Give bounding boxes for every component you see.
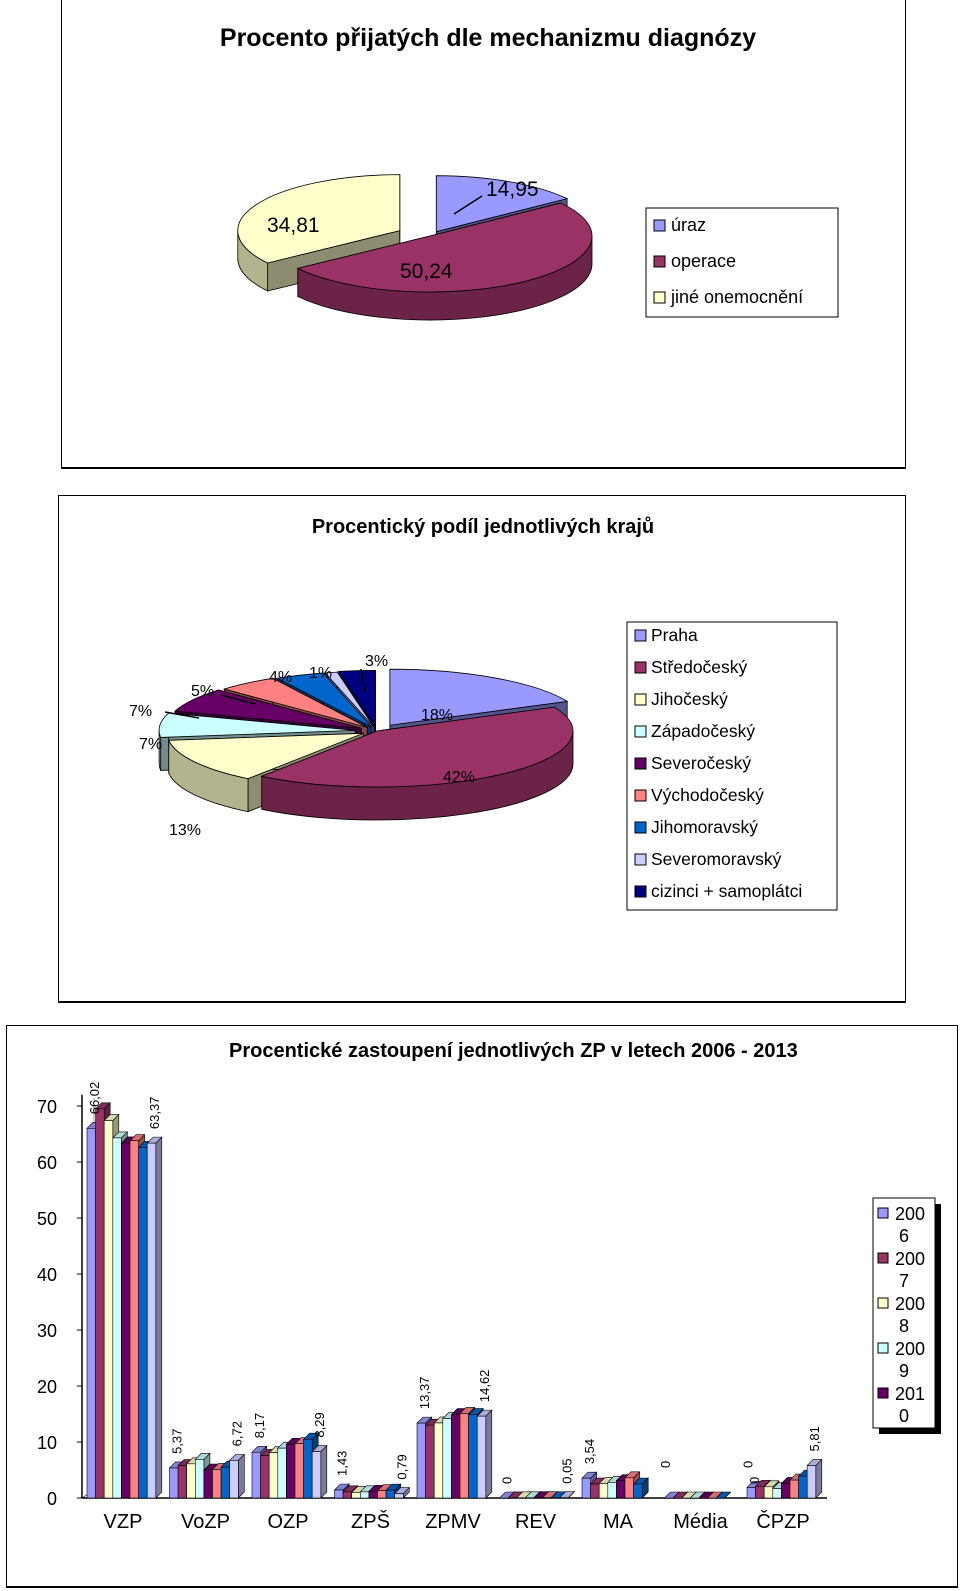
data-label-last: 6,72 [229, 1421, 245, 1447]
bar-front [426, 1425, 435, 1498]
bar-front [343, 1492, 352, 1498]
bar-front [352, 1492, 361, 1498]
bar-front [395, 1494, 404, 1498]
data-label: 7% [139, 736, 163, 753]
bar-side [238, 1454, 244, 1498]
legend-line: 200 [895, 1249, 926, 1269]
legend-swatch [878, 1298, 888, 1308]
legend-line: 200 [895, 1294, 926, 1314]
bar-front [96, 1109, 105, 1498]
legend-line: 8 [899, 1316, 910, 1336]
legend-line: 200 [895, 1204, 926, 1224]
data-label-last: 63,37 [147, 1096, 162, 1130]
legend-item: jiné onemocnění [671, 287, 804, 307]
bar-front [608, 1482, 617, 1498]
data-label-last: 0 [658, 1460, 673, 1468]
y-tick-label: 30 [36, 1321, 57, 1341]
data-label: 13% [169, 822, 202, 839]
legend-item: cizinci + samoplátci [651, 881, 803, 901]
data-label-first: 0 [747, 1476, 762, 1484]
legend-swatch [654, 256, 665, 267]
data-label: 7% [129, 703, 153, 720]
y-tick-label: 10 [36, 1433, 57, 1453]
data-label-first: 3,54 [582, 1438, 597, 1465]
chart-panel-insurance [6, 1025, 958, 1588]
legend-line: 7 [899, 1271, 910, 1291]
bar-front [139, 1147, 148, 1498]
data-label-last: 0,05 [559, 1458, 575, 1484]
bar-front [295, 1444, 304, 1498]
legend-swatch [635, 822, 646, 833]
legend-swatch [635, 630, 646, 641]
data-label-last: 0 [740, 1460, 756, 1468]
bar-VZP-2013 [147, 1137, 162, 1498]
bar-front [187, 1464, 196, 1498]
data-label-jine: 34,81 [267, 214, 320, 237]
x-category-label: ZPMV [425, 1511, 481, 1533]
bar-front [451, 1415, 460, 1498]
legend-item: Praha [651, 625, 698, 645]
bar-front [634, 1484, 643, 1498]
legend-swatch [654, 220, 665, 231]
bar-VoZP-2013 [230, 1454, 245, 1498]
chart-title: Procentické zastoupení jednotlivých ZP v letech 2006 - 2013 [229, 1040, 798, 1062]
data-label-last: 14,62 [477, 1369, 492, 1403]
legend-swatch [635, 886, 646, 897]
bar-side [156, 1137, 162, 1498]
y-tick-label: 0 [46, 1489, 57, 1509]
bar-front [369, 1491, 378, 1498]
bar-front [195, 1459, 204, 1498]
bar-front [799, 1476, 808, 1498]
y-tick-label: 70 [36, 1097, 57, 1117]
data-label-first: 13,37 [417, 1376, 432, 1410]
bar-front [360, 1492, 369, 1498]
bar-front [312, 1452, 321, 1498]
data-label-first: 66,02 [87, 1081, 102, 1115]
data-label: 1% [309, 665, 333, 682]
data-label-first: 0 [499, 1476, 515, 1484]
data-label-first: 8,17 [252, 1412, 267, 1439]
data-label-first: 5,37 [169, 1428, 185, 1454]
bar-front [764, 1487, 773, 1498]
legend-swatch [635, 790, 646, 801]
x-category-label: ČPZP [756, 1511, 810, 1533]
pie-chart-regions [59, 496, 905, 1001]
data-label-uraz: 14,95 [486, 178, 539, 201]
chart-panel-diagnosis [61, 0, 906, 469]
bar-chart-insurance [7, 1026, 957, 1586]
data-label-first: 1,43 [334, 1450, 350, 1476]
legend-line: 6 [899, 1226, 910, 1246]
x-category-label: ZPŠ [351, 1511, 390, 1533]
data-label: 18% [421, 707, 454, 724]
bar-front [252, 1452, 261, 1498]
bar-front [378, 1491, 387, 1498]
bar-front [278, 1448, 287, 1498]
bar-side [321, 1446, 327, 1498]
y-tick-label: 50 [36, 1209, 57, 1229]
legend-swatch [635, 662, 646, 673]
legend-item: operace [671, 251, 737, 271]
bar-front [781, 1483, 790, 1498]
bar-front [469, 1415, 478, 1498]
bar-front [304, 1439, 313, 1498]
bar-front [417, 1423, 426, 1498]
data-label: 5% [191, 683, 215, 700]
legend-item: Východočeský [651, 785, 764, 805]
bar-front [756, 1486, 765, 1498]
legend-line: 201 [895, 1384, 926, 1404]
bar-front [386, 1490, 395, 1498]
pie-chart-diagnosis [62, 0, 905, 467]
y-tick-label: 40 [36, 1265, 57, 1285]
x-category-label: REV [514, 1511, 557, 1533]
y-tick-label: 20 [36, 1377, 57, 1397]
bar-front [790, 1480, 799, 1498]
x-category-label: VZP [103, 1511, 143, 1533]
bar-front [204, 1470, 213, 1498]
data-label-last: 0,79 [394, 1454, 410, 1480]
bar-side [816, 1459, 822, 1498]
legend-line: 9 [899, 1361, 910, 1381]
data-label-last: 8,29 [312, 1412, 327, 1438]
bar-front [261, 1455, 270, 1498]
legend-item: Středočeský [651, 657, 748, 677]
bar-front [616, 1481, 625, 1498]
legend-swatch [878, 1343, 888, 1353]
legend-item: Západočeský [651, 721, 756, 741]
legend-swatch [878, 1388, 888, 1398]
bar-front [170, 1468, 179, 1498]
data-label: 3% [365, 653, 389, 670]
data-label: 4% [269, 669, 293, 686]
legend-swatch [878, 1253, 888, 1263]
bar-front [221, 1467, 230, 1498]
legend-item: Jihomoravský [651, 817, 758, 837]
bar-front [807, 1465, 816, 1498]
legend-swatch [635, 694, 646, 705]
legend-item: Severomoravský [651, 849, 782, 869]
bar-front [599, 1483, 608, 1498]
y-tick-label: 60 [36, 1153, 57, 1173]
bar-front [434, 1423, 443, 1498]
bar-front [87, 1128, 96, 1498]
bar-front [591, 1484, 600, 1498]
bar-front [335, 1490, 344, 1498]
bar-ZPMV-2013 [477, 1410, 492, 1498]
bar-front [460, 1413, 469, 1498]
bar-front [443, 1418, 452, 1498]
chart-title: Procento přijatých dle mechanizmu diagnózy [219, 24, 757, 52]
bar-front [582, 1478, 591, 1498]
bar-ČPZP-2013 [807, 1459, 822, 1498]
legend-swatch [878, 1208, 888, 1218]
data-label-operace: 50,24 [400, 260, 453, 283]
bar-OZP-2013 [312, 1446, 327, 1498]
legend-swatch [635, 726, 646, 737]
bar-front [747, 1487, 756, 1498]
data-label-last: 5,81 [807, 1426, 822, 1452]
chart-panel-regions [58, 495, 906, 1003]
legend-item: Severočeský [651, 753, 752, 773]
x-category-label: OZP [267, 1511, 309, 1533]
bar-front [625, 1478, 634, 1498]
legend-item: úraz [671, 215, 707, 235]
x-category-label: Média [673, 1511, 728, 1533]
legend-swatch [654, 292, 665, 303]
chart-title: Procentický podíl jednotlivých krajů [311, 516, 655, 538]
legend-item: Jihočeský [651, 689, 728, 709]
bar-front [121, 1143, 130, 1498]
bar-front [130, 1141, 139, 1498]
x-category-label: VoZP [181, 1511, 230, 1533]
bar-front [773, 1488, 782, 1498]
x-category-label: MA [603, 1511, 633, 1533]
legend-swatch [635, 758, 646, 769]
legend-line: 200 [895, 1339, 926, 1359]
bar-side [486, 1410, 492, 1498]
bar-front [147, 1143, 156, 1498]
legend-line: 0 [899, 1406, 910, 1426]
bar-front [104, 1121, 113, 1498]
legend-swatch [635, 854, 646, 865]
bar-front [113, 1138, 122, 1498]
data-label: 42% [443, 769, 476, 786]
bar-front [230, 1460, 239, 1498]
bar-front [286, 1444, 295, 1498]
bar-front [269, 1453, 278, 1498]
bar-front [213, 1469, 222, 1498]
bar-front [178, 1466, 187, 1498]
bar-front [477, 1416, 486, 1498]
